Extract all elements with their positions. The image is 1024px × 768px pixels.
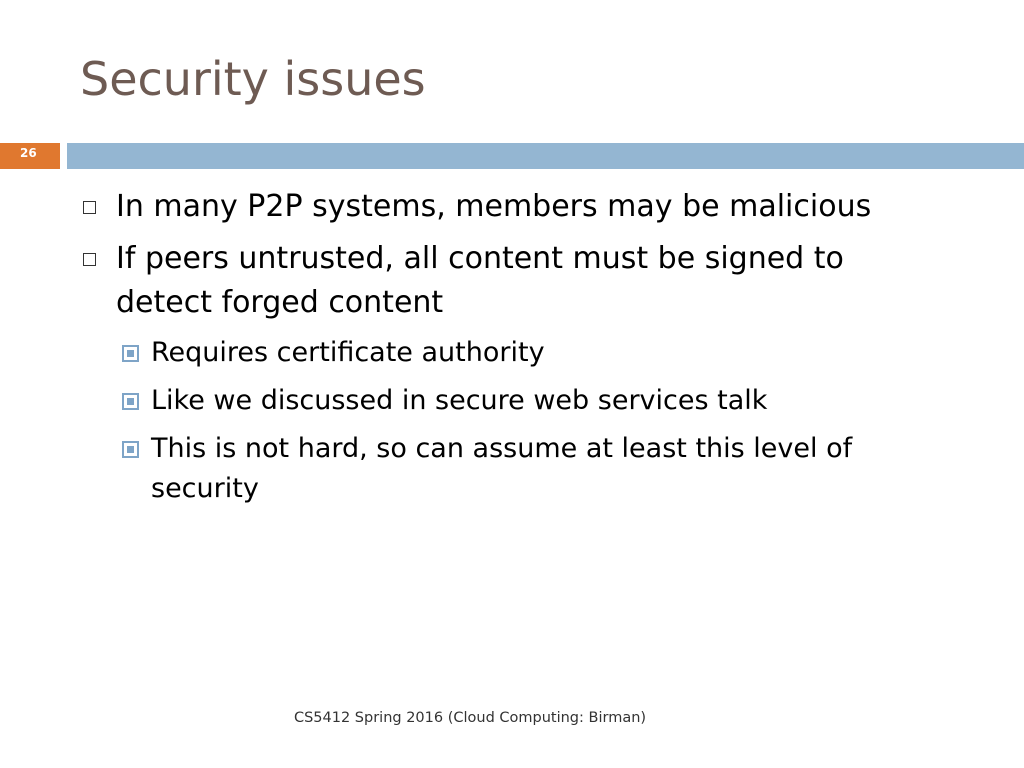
bullet-list xyxy=(80,185,940,517)
square-bullet-icon xyxy=(83,201,96,214)
header-bar xyxy=(67,143,1024,169)
bullet-text: In many P2P systems, members may be malicious xyxy=(116,189,872,224)
sub-bullet-item xyxy=(80,333,940,373)
sub-bullet-text: Requires certificate authority xyxy=(151,337,545,368)
bullet-item xyxy=(80,185,940,229)
filled-square-bullet-icon xyxy=(122,393,139,410)
sub-bullet-item xyxy=(80,429,940,509)
bullet-text: If peers untrusted, all content must be signed to detect forged content xyxy=(116,241,844,320)
page-number: 26 xyxy=(20,146,37,160)
bullet-item xyxy=(80,237,940,325)
slide-footer: CS5412 Spring 2016 (Cloud Computing: Birman) xyxy=(293,710,647,726)
sub-bullet-text: Like we discussed in secure web services talk xyxy=(151,385,768,416)
filled-square-bullet-icon xyxy=(122,345,139,362)
sub-bullet-item xyxy=(80,381,940,421)
sub-bullet-text: This is not hard, so can assume at least this level of security xyxy=(151,433,853,504)
filled-square-bullet-icon xyxy=(122,441,139,458)
square-bullet-icon xyxy=(83,253,96,266)
slide-title: Security issues xyxy=(80,52,426,106)
